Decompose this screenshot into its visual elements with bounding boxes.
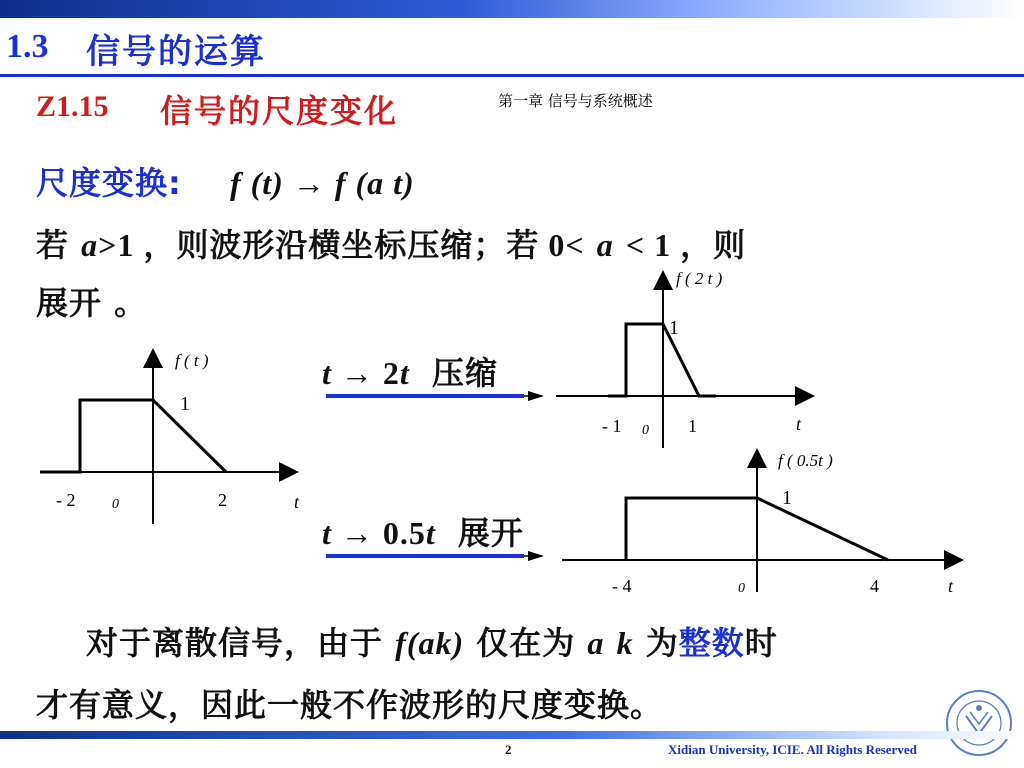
graph-original bbox=[40, 338, 310, 538]
compress-var: t bbox=[322, 355, 332, 391]
tick-label-left: - 2 bbox=[56, 490, 76, 510]
expand-arrow bbox=[324, 546, 546, 566]
tick-label-right: 2 bbox=[218, 490, 227, 510]
subsection-number: Z1.15 bbox=[36, 90, 109, 123]
footer-bar bbox=[0, 731, 1024, 739]
rule-text-1: 若 bbox=[36, 226, 70, 264]
compress-word: 压缩 bbox=[431, 354, 498, 392]
discrete-line-2: 才有意义，因此一般不作波形的尺度变换。 bbox=[36, 686, 664, 724]
peak-label: 1 bbox=[180, 393, 190, 415]
graph-compressed bbox=[556, 262, 826, 452]
discrete-var-a: a bbox=[587, 625, 605, 661]
discrete-text-1: 对于离散信号，由于 bbox=[86, 624, 384, 662]
copyright-text: Xidian University, ICIE. All Rights Reserved bbox=[668, 742, 917, 757]
definition-formula: f (t) → f (a t) bbox=[229, 165, 415, 201]
definition-label: 尺度变换: bbox=[36, 164, 182, 202]
graph-expanded bbox=[562, 446, 972, 596]
rule-var-a2: a bbox=[596, 227, 614, 263]
definition-line bbox=[36, 158, 415, 204]
tick-label-left: - 4 bbox=[612, 576, 632, 596]
rule-line-2: 展开 。 bbox=[36, 284, 148, 322]
top-banner bbox=[0, 0, 1024, 18]
y-axis-label: f ( 2 t ) bbox=[676, 269, 723, 288]
y-axis-label: f ( t ) bbox=[175, 351, 209, 370]
chapter-label: 第一章 信号与系统概述 bbox=[498, 92, 653, 110]
origin-label: 0 bbox=[112, 497, 119, 512]
tick-label-left: - 1 bbox=[602, 416, 622, 436]
x-axis-label: t bbox=[948, 576, 954, 596]
slide-header bbox=[0, 18, 1024, 72]
x-axis-label: t bbox=[294, 492, 300, 512]
rule-text-2: >1 ，则波形沿横坐标压缩；若 0< bbox=[98, 227, 585, 263]
origin-label: 0 bbox=[642, 423, 649, 438]
discrete-text-4: 时 bbox=[744, 624, 778, 662]
discrete-text-2: 仅在为 bbox=[476, 624, 576, 662]
discrete-args: (ak) bbox=[406, 625, 465, 661]
x-axis-label: t bbox=[796, 414, 802, 434]
discrete-text-3: 为 bbox=[645, 624, 679, 662]
page-number: 2 bbox=[505, 742, 512, 757]
compress-var2: t bbox=[399, 355, 410, 391]
rule-line-1 bbox=[36, 220, 746, 266]
tick-label-right: 1 bbox=[688, 416, 697, 436]
expand-var2: t bbox=[425, 515, 436, 551]
discrete-var-k: k bbox=[616, 625, 634, 661]
discrete-emphasis: 整数 bbox=[678, 624, 745, 662]
expand-arrow-text: → 0.5 bbox=[331, 515, 426, 551]
rule-text-3: < 1 ，则 bbox=[625, 227, 747, 263]
rule-var-a1: a bbox=[81, 227, 99, 263]
peak-label: 1 bbox=[669, 317, 679, 339]
expand-word: 展开 bbox=[457, 514, 524, 552]
expand-var: t bbox=[322, 515, 332, 551]
header-divider bbox=[0, 74, 1024, 77]
section-number: 1.3 bbox=[6, 28, 49, 65]
subsection-title: 信号的尺度变化 bbox=[160, 92, 399, 130]
signal-waveform bbox=[40, 400, 226, 472]
peak-label: 1 bbox=[782, 487, 792, 509]
discrete-line-1 bbox=[86, 618, 778, 664]
origin-label: 0 bbox=[738, 581, 745, 596]
section-title: 信号的运算 bbox=[86, 32, 266, 72]
compress-arrow-text: → 2 bbox=[331, 355, 400, 391]
y-axis-label: f ( 0.5t ) bbox=[778, 451, 833, 470]
discrete-func: f bbox=[395, 625, 407, 661]
university-seal-logo bbox=[944, 688, 1014, 758]
tick-label-right: 4 bbox=[870, 576, 879, 596]
compress-arrow bbox=[324, 386, 546, 406]
